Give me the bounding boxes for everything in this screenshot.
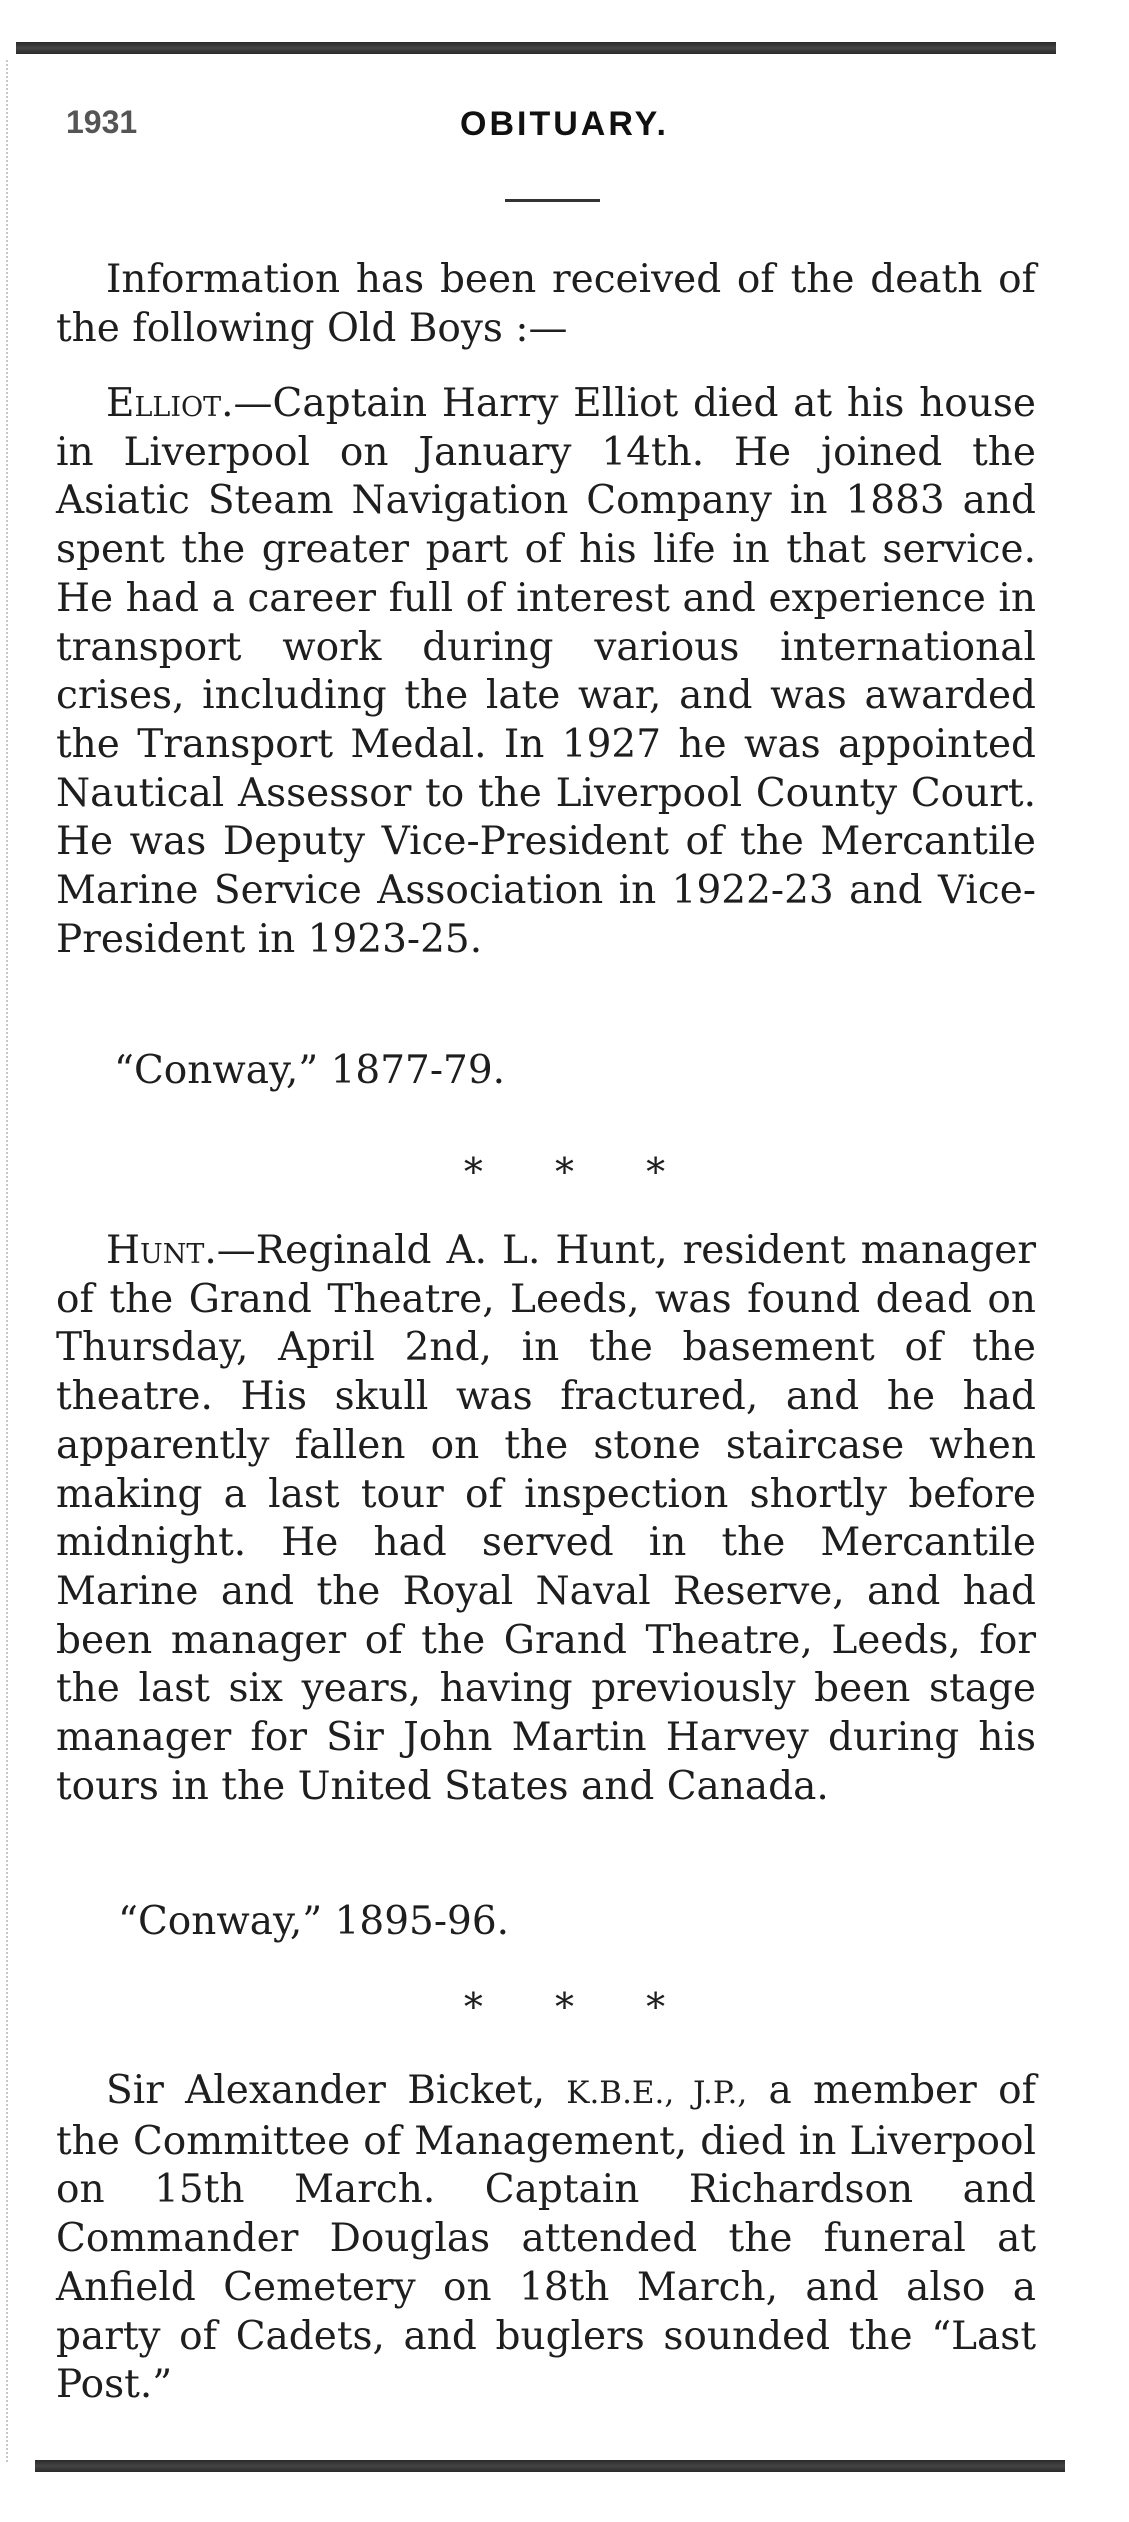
obituary-credit: “Conway,” 1877-79. [114, 1048, 506, 1093]
top-rule [16, 42, 1056, 54]
obituary-text: —Captain Harry Elliot died at his house in Liverpool on January 14th. He joined the Asiatic Steam Navigation Company in 1883 and spent the greater part of his life in that service. He had a career full of interest and experience in transport work during various international crises, including the late war, and was awarded the Transport Medal. In 1927 he was appointed Nautical Assessor to the Liverpool County Court. He was Deputy Vice-President of the Mercantile Marine Service Association in 1922-23 and Vice-President in 1923-25. [56, 381, 1036, 962]
obituary-credit: “Conway,” 1895-96. [118, 1899, 510, 1944]
closing-honours: K.B.E., J.P., [566, 2075, 748, 2111]
closing-name: Sir Alexander Bicket, [106, 2068, 545, 2113]
obituary-surname: Elliot. [106, 381, 234, 426]
intro-paragraph: Information has been received of the death of the following Old Boys :— [56, 257, 1036, 351]
closing-text: a member of the Committee of Management, died in Liverpool on 15th March. Captain Richardson and Commander Douglas attended the funeral at Anfield Cemetery on 18th March, and also a party of Cadets, and buglers sounded the “Last Post.” [56, 2068, 1036, 2408]
page-margin-edge [6, 60, 10, 2462]
section-separator: * * * [463, 1150, 696, 1194]
obituary-text: —Reginald A. L. Hunt, resident manager of the Grand Theatre, Leeds, was found dead on Thursday, April 2nd, in the basement of the theatre. His skull was fractured, and he had apparently fallen on the stone staircase when making a last tour of inspection shortly before midnight. He had served in the Mercantile Marine and the Royal Naval Reserve, and had been manager of the Grand Theatre, Leeds, for the last six years, having previously been stage manager for Sir John Martin Harvey during his tours in the United States and Canada. [56, 1228, 1036, 1809]
title-underline [505, 199, 600, 202]
section-separator: * * * [463, 1985, 696, 2029]
obituary-elliot [56, 380, 1036, 964]
obituary-bicket [56, 2067, 1036, 2410]
page-title: OBITUARY. [460, 105, 669, 143]
obituary-hunt [56, 1227, 1036, 1811]
bottom-rule [35, 2460, 1065, 2472]
page-year: 1931 [66, 104, 138, 140]
obituary-surname: Hunt. [106, 1228, 217, 1273]
